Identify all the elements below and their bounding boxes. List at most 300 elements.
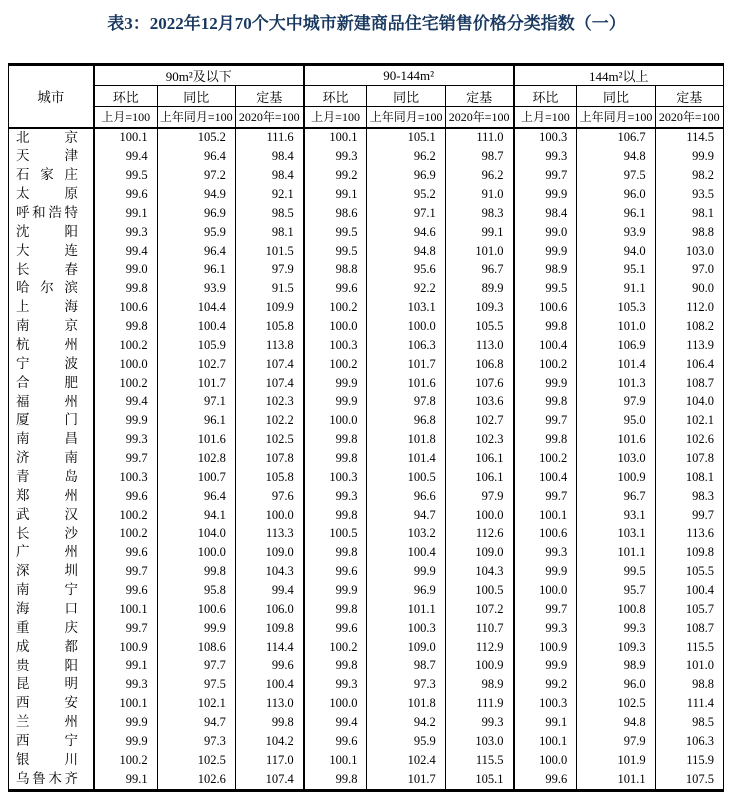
value-cell: 95.1 [577, 261, 655, 280]
value-cell: 108.6 [157, 638, 235, 657]
city-cell [9, 449, 94, 468]
value-cell: 96.2 [367, 147, 445, 166]
table-row [9, 411, 724, 430]
value-cell: 100.5 [367, 468, 445, 487]
city-cell [9, 242, 94, 261]
city-name: 呼和浩特 [16, 204, 78, 220]
value-cell: 101.1 [367, 600, 445, 619]
city-name: 兰州 [16, 714, 78, 730]
value-cell: 102.1 [157, 694, 235, 713]
value-cell: 100.1 [94, 600, 157, 619]
value-cell: 107.5 [655, 770, 723, 790]
value-cell: 96.2 [445, 166, 513, 185]
value-cell: 98.7 [445, 147, 513, 166]
table-header [9, 65, 724, 128]
value-cell: 103.0 [655, 242, 723, 261]
value-cell: 98.8 [655, 675, 723, 694]
value-cell: 104.3 [235, 562, 303, 581]
value-cell: 100.9 [514, 638, 577, 657]
value-cell: 99.8 [157, 562, 235, 581]
value-cell: 100.2 [304, 355, 367, 374]
value-cell: 98.4 [235, 147, 303, 166]
value-cell: 96.9 [157, 204, 235, 223]
value-cell: 98.9 [514, 261, 577, 280]
value-cell: 99.5 [577, 562, 655, 581]
table-row [9, 204, 724, 223]
value-cell: 96.7 [445, 261, 513, 280]
city-name: 贵阳 [16, 657, 78, 673]
value-cell: 94.9 [157, 185, 235, 204]
value-cell: 98.3 [655, 487, 723, 506]
value-cell: 107.2 [445, 600, 513, 619]
table-row [9, 449, 724, 468]
value-cell: 104.4 [157, 298, 235, 317]
value-cell: 94.6 [367, 223, 445, 242]
city-cell [9, 393, 94, 412]
city-name: 合肥 [16, 374, 78, 390]
table-row [9, 166, 724, 185]
value-cell: 109.3 [577, 638, 655, 657]
value-cell: 99.1 [94, 657, 157, 676]
value-cell: 95.7 [577, 581, 655, 600]
value-cell: 101.8 [367, 694, 445, 713]
value-cell: 101.6 [157, 430, 235, 449]
value-cell: 105.3 [577, 298, 655, 317]
value-cell: 113.0 [235, 694, 303, 713]
value-cell: 98.9 [445, 675, 513, 694]
value-cell: 115.5 [445, 751, 513, 770]
value-cell: 93.5 [655, 185, 723, 204]
value-cell: 99.8 [304, 430, 367, 449]
value-cell: 96.4 [157, 487, 235, 506]
value-cell: 99.1 [514, 713, 577, 732]
value-cell: 102.6 [655, 430, 723, 449]
value-cell: 110.7 [445, 619, 513, 638]
value-cell: 107.4 [235, 770, 303, 790]
value-cell: 98.7 [367, 657, 445, 676]
value-cell: 96.9 [367, 166, 445, 185]
value-cell: 100.0 [94, 355, 157, 374]
table-row [9, 713, 724, 732]
table-row [9, 694, 724, 713]
value-cell: 99.7 [514, 411, 577, 430]
value-cell: 96.1 [577, 204, 655, 223]
value-cell: 98.9 [577, 657, 655, 676]
city-name: 昆明 [16, 676, 78, 692]
value-cell: 94.7 [157, 713, 235, 732]
value-cell: 93.1 [577, 506, 655, 525]
value-cell: 103.1 [367, 298, 445, 317]
value-cell: 99.7 [94, 619, 157, 638]
value-cell: 100.4 [235, 675, 303, 694]
value-cell: 100.0 [235, 506, 303, 525]
table-row [9, 562, 724, 581]
value-cell: 99.6 [94, 487, 157, 506]
table-row [9, 770, 724, 790]
value-cell: 94.7 [367, 506, 445, 525]
value-cell: 105.9 [157, 336, 235, 355]
value-cell: 99.6 [94, 581, 157, 600]
value-cell: 100.3 [304, 468, 367, 487]
value-cell: 100.9 [577, 468, 655, 487]
value-cell: 99.9 [304, 581, 367, 600]
value-cell: 100.4 [514, 336, 577, 355]
value-cell: 109.0 [367, 638, 445, 657]
city-cell [9, 279, 94, 298]
value-cell: 100.7 [157, 468, 235, 487]
value-cell: 99.2 [514, 675, 577, 694]
value-cell: 108.1 [655, 468, 723, 487]
value-cell: 115.5 [655, 638, 723, 657]
value-cell: 106.3 [367, 336, 445, 355]
value-cell: 102.3 [445, 430, 513, 449]
city-cell [9, 694, 94, 713]
value-cell: 100.6 [157, 600, 235, 619]
price-index-table [8, 63, 724, 792]
city-name: 大连 [16, 242, 78, 258]
value-cell: 99.3 [304, 487, 367, 506]
value-cell: 98.2 [655, 166, 723, 185]
city-name: 郑州 [16, 487, 78, 503]
value-cell: 100.5 [304, 525, 367, 544]
value-cell: 100.1 [304, 751, 367, 770]
city-name: 上海 [16, 299, 78, 315]
value-cell: 99.3 [577, 619, 655, 638]
city-cell [9, 751, 94, 770]
value-cell: 114.5 [655, 128, 723, 148]
value-cell: 99.2 [304, 166, 367, 185]
value-cell: 99.5 [304, 242, 367, 261]
value-cell: 99.5 [304, 223, 367, 242]
value-cell: 100.4 [367, 543, 445, 562]
fixed-base-basis-header: 2020年=100 [235, 107, 303, 128]
value-cell: 99.6 [304, 619, 367, 638]
value-cell: 100.3 [94, 468, 157, 487]
city-name: 海口 [16, 600, 78, 616]
value-cell: 100.2 [94, 374, 157, 393]
city-name: 沈阳 [16, 223, 78, 239]
value-cell: 99.8 [304, 600, 367, 619]
city-name: 银川 [16, 751, 78, 767]
city-cell [9, 147, 94, 166]
table-row [9, 638, 724, 657]
table-row [9, 525, 724, 544]
value-cell: 101.9 [577, 751, 655, 770]
value-cell: 102.2 [235, 411, 303, 430]
value-cell: 115.9 [655, 751, 723, 770]
value-cell: 97.0 [655, 261, 723, 280]
value-cell: 100.1 [514, 506, 577, 525]
value-cell: 99.8 [514, 393, 577, 412]
value-cell: 99.9 [367, 562, 445, 581]
value-cell: 99.1 [94, 770, 157, 790]
value-cell: 95.9 [157, 223, 235, 242]
value-cell: 108.2 [655, 317, 723, 336]
value-cell: 111.0 [445, 128, 513, 148]
city-name: 南宁 [16, 582, 78, 598]
table-row [9, 506, 724, 525]
value-cell: 117.0 [235, 751, 303, 770]
yoy-basis-header: 上年同月=100 [577, 107, 655, 128]
value-cell: 101.3 [577, 374, 655, 393]
table-row [9, 543, 724, 562]
value-cell: 100.2 [304, 298, 367, 317]
value-cell: 103.1 [577, 525, 655, 544]
value-cell: 101.8 [367, 430, 445, 449]
city-name: 太原 [16, 186, 78, 202]
yoy-header: 同比 [367, 86, 445, 107]
value-cell: 101.4 [577, 355, 655, 374]
value-cell: 99.7 [514, 487, 577, 506]
value-cell: 100.1 [514, 732, 577, 751]
value-cell: 100.4 [655, 581, 723, 600]
value-cell: 99.9 [514, 242, 577, 261]
table-row [9, 468, 724, 487]
fixed-base-header: 定基 [655, 86, 723, 107]
value-cell: 99.7 [94, 449, 157, 468]
city-cell [9, 581, 94, 600]
value-cell: 98.5 [235, 204, 303, 223]
value-cell: 100.1 [94, 694, 157, 713]
value-cell: 99.4 [94, 147, 157, 166]
city-cell [9, 506, 94, 525]
value-cell: 97.5 [577, 166, 655, 185]
value-cell: 97.6 [235, 487, 303, 506]
value-cell: 107.4 [235, 374, 303, 393]
value-cell: 99.6 [304, 279, 367, 298]
value-cell: 99.9 [304, 374, 367, 393]
value-cell: 99.3 [94, 430, 157, 449]
value-cell: 98.5 [655, 713, 723, 732]
value-cell: 99.6 [304, 732, 367, 751]
value-cell: 98.1 [235, 223, 303, 242]
value-cell: 109.0 [445, 543, 513, 562]
group-header-row [9, 65, 724, 86]
value-cell: 113.3 [235, 525, 303, 544]
city-cell [9, 128, 94, 148]
yoy-header: 同比 [157, 86, 235, 107]
value-cell: 103.0 [445, 732, 513, 751]
value-cell: 105.1 [367, 128, 445, 148]
fixed-base-header: 定基 [235, 86, 303, 107]
table-row [9, 317, 724, 336]
value-cell: 97.9 [445, 487, 513, 506]
value-cell: 109.8 [655, 543, 723, 562]
value-cell: 100.0 [445, 506, 513, 525]
value-cell: 106.7 [577, 128, 655, 148]
value-cell: 102.7 [157, 355, 235, 374]
mom-header: 环比 [94, 86, 157, 107]
value-cell: 100.3 [304, 336, 367, 355]
city-name: 南昌 [16, 431, 78, 447]
value-cell: 101.0 [445, 242, 513, 261]
value-cell: 104.2 [235, 732, 303, 751]
value-cell: 99.6 [514, 770, 577, 790]
value-cell: 96.1 [157, 411, 235, 430]
value-cell: 106.9 [577, 336, 655, 355]
city-name: 南京 [16, 318, 78, 334]
value-cell: 93.9 [157, 279, 235, 298]
mom-basis-header: 上月=100 [94, 107, 157, 128]
value-cell: 99.6 [304, 562, 367, 581]
value-cell: 99.1 [445, 223, 513, 242]
value-cell: 96.4 [157, 147, 235, 166]
value-cell: 111.4 [655, 694, 723, 713]
value-cell: 100.1 [94, 128, 157, 148]
value-cell: 99.3 [514, 147, 577, 166]
value-cell: 89.9 [445, 279, 513, 298]
value-cell: 112.0 [655, 298, 723, 317]
table-row [9, 185, 724, 204]
value-cell: 98.6 [304, 204, 367, 223]
table-row [9, 147, 724, 166]
city-cell [9, 600, 94, 619]
group-header-144-and-above: 144m²以上 [514, 65, 724, 86]
city-column-header: 城市 [9, 65, 94, 128]
value-cell: 95.6 [367, 261, 445, 280]
value-cell: 99.4 [304, 713, 367, 732]
basis-header-row [9, 107, 724, 128]
value-cell: 96.6 [367, 487, 445, 506]
value-cell: 98.4 [514, 204, 577, 223]
city-cell [9, 657, 94, 676]
value-cell: 99.6 [235, 657, 303, 676]
value-cell: 99.4 [94, 242, 157, 261]
value-cell: 99.9 [157, 619, 235, 638]
value-cell: 99.6 [94, 543, 157, 562]
value-cell: 108.7 [655, 374, 723, 393]
city-cell [9, 487, 94, 506]
value-cell: 106.3 [655, 732, 723, 751]
value-cell: 101.5 [235, 242, 303, 261]
value-cell: 97.1 [157, 393, 235, 412]
value-cell: 96.8 [367, 411, 445, 430]
value-cell: 105.8 [235, 468, 303, 487]
value-cell: 103.2 [367, 525, 445, 544]
table-row [9, 600, 724, 619]
value-cell: 102.5 [157, 751, 235, 770]
value-cell: 99.7 [514, 166, 577, 185]
value-cell: 102.8 [157, 449, 235, 468]
city-cell [9, 525, 94, 544]
value-cell: 100.1 [304, 128, 367, 148]
table-row [9, 261, 724, 280]
value-cell: 91.0 [445, 185, 513, 204]
fixed-base-header: 定基 [445, 86, 513, 107]
value-cell: 112.6 [445, 525, 513, 544]
metric-header-row [9, 86, 724, 107]
value-cell: 96.1 [157, 261, 235, 280]
city-cell [9, 562, 94, 581]
city-name: 杭州 [16, 336, 78, 352]
value-cell: 99.4 [235, 581, 303, 600]
city-cell [9, 638, 94, 657]
value-cell: 94.8 [367, 242, 445, 261]
city-name: 福州 [16, 393, 78, 409]
value-cell: 99.7 [655, 506, 723, 525]
value-cell: 99.8 [304, 506, 367, 525]
city-cell [9, 468, 94, 487]
value-cell: 99.9 [514, 374, 577, 393]
table-row [9, 242, 724, 261]
value-cell: 94.1 [157, 506, 235, 525]
value-cell: 99.3 [514, 619, 577, 638]
value-cell: 99.9 [514, 657, 577, 676]
value-cell: 99.3 [445, 713, 513, 732]
value-cell: 96.9 [367, 581, 445, 600]
table-row [9, 223, 724, 242]
value-cell: 94.0 [577, 242, 655, 261]
group-header-90-144: 90-144m² [304, 65, 514, 86]
value-cell: 100.9 [445, 657, 513, 676]
city-name: 哈尔滨 [16, 280, 78, 296]
value-cell: 113.9 [655, 336, 723, 355]
value-cell: 90.0 [655, 279, 723, 298]
city-name: 青岛 [16, 468, 78, 484]
value-cell: 101.7 [367, 355, 445, 374]
value-cell: 96.0 [577, 185, 655, 204]
value-cell: 99.7 [94, 562, 157, 581]
city-cell [9, 713, 94, 732]
value-cell: 104.3 [445, 562, 513, 581]
city-cell [9, 336, 94, 355]
value-cell: 106.1 [445, 468, 513, 487]
fixed-base-basis-header: 2020年=100 [445, 107, 513, 128]
group-header-90-and-below: 90m²及以下 [94, 65, 304, 86]
value-cell: 103.0 [577, 449, 655, 468]
value-cell: 102.1 [655, 411, 723, 430]
value-cell: 99.1 [94, 204, 157, 223]
value-cell: 102.6 [157, 770, 235, 790]
city-name: 深圳 [16, 563, 78, 579]
value-cell: 103.6 [445, 393, 513, 412]
value-cell: 109.0 [235, 543, 303, 562]
city-cell [9, 619, 94, 638]
value-cell: 99.3 [304, 147, 367, 166]
mom-basis-header: 上月=100 [304, 107, 367, 128]
value-cell: 111.6 [235, 128, 303, 148]
value-cell: 107.4 [235, 355, 303, 374]
value-cell: 99.9 [514, 185, 577, 204]
value-cell: 101.7 [157, 374, 235, 393]
value-cell: 101.0 [577, 317, 655, 336]
value-cell: 100.6 [514, 298, 577, 317]
value-cell: 100.3 [514, 128, 577, 148]
value-cell: 107.6 [445, 374, 513, 393]
value-cell: 93.9 [577, 223, 655, 242]
value-cell: 107.8 [235, 449, 303, 468]
value-cell: 101.1 [577, 770, 655, 790]
city-name: 广州 [16, 544, 78, 560]
value-cell: 101.1 [577, 543, 655, 562]
value-cell: 100.2 [94, 336, 157, 355]
table-row [9, 581, 724, 600]
value-cell: 104.0 [157, 525, 235, 544]
city-name: 厦门 [16, 412, 78, 428]
value-cell: 97.9 [235, 261, 303, 280]
value-cell: 99.8 [304, 657, 367, 676]
table-row [9, 393, 724, 412]
value-cell: 100.0 [304, 694, 367, 713]
value-cell: 102.5 [577, 694, 655, 713]
value-cell: 97.3 [157, 732, 235, 751]
value-cell: 99.8 [94, 317, 157, 336]
city-cell [9, 770, 94, 790]
value-cell: 102.7 [445, 411, 513, 430]
value-cell: 97.3 [367, 675, 445, 694]
value-cell: 97.9 [577, 393, 655, 412]
city-name: 济南 [16, 450, 78, 466]
